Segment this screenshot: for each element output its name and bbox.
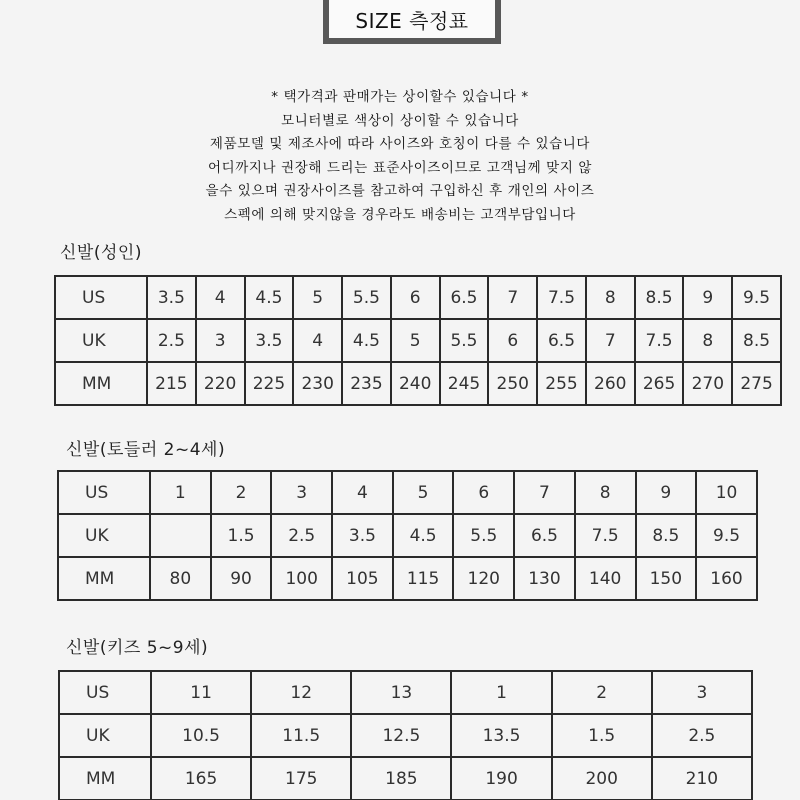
size-cell: 6.5 xyxy=(514,514,575,557)
size-cell: 9 xyxy=(636,471,697,514)
size-cell: 5 xyxy=(293,276,342,319)
notice-line: 스펙에 의해 맞지않을 경우라도 배송비는 고객부담입니다 xyxy=(224,206,576,223)
size-cell: 13 xyxy=(351,671,451,714)
size-cell: 7 xyxy=(514,471,575,514)
size-cell: 270 xyxy=(683,362,732,405)
size-cell: 185 xyxy=(351,757,451,800)
table-row xyxy=(58,471,757,514)
size-cell: 4 xyxy=(196,276,245,319)
size-cell: 1 xyxy=(150,471,211,514)
row-label: UK xyxy=(55,319,147,362)
size-cell: 4 xyxy=(332,471,393,514)
size-cell: 8 xyxy=(575,471,636,514)
size-cell: 8.5 xyxy=(635,276,684,319)
size-cell: 5.5 xyxy=(453,514,514,557)
table-row xyxy=(55,319,781,362)
size-cell: 8 xyxy=(683,319,732,362)
table-row xyxy=(58,514,757,557)
size-cell: 10 xyxy=(696,471,757,514)
size-cell: 3 xyxy=(271,471,332,514)
size-cell: 130 xyxy=(514,557,575,600)
row-label: MM xyxy=(59,757,151,800)
table-row xyxy=(55,276,781,319)
size-cell: 230 xyxy=(293,362,342,405)
size-cell: 245 xyxy=(440,362,489,405)
size-cell: 6.5 xyxy=(440,276,489,319)
size-cell: 140 xyxy=(575,557,636,600)
size-table-kids xyxy=(58,670,753,800)
size-cell: 4.5 xyxy=(245,276,294,319)
size-cell: 200 xyxy=(552,757,652,800)
notice-line: 을수 있으며 권장사이즈를 참고하여 구입하신 후 개인의 사이즈 xyxy=(205,183,595,199)
size-cell: 6 xyxy=(391,276,440,319)
table-row xyxy=(59,671,752,714)
size-cell: 9.5 xyxy=(732,276,781,319)
size-cell: 90 xyxy=(211,557,272,600)
notice-line: 어디까지나 권장해 드리는 표준사이즈이므로 고객님께 맞지 않 xyxy=(207,159,592,176)
size-cell: 210 xyxy=(652,757,752,800)
notice-line: 모니터별로 색상이 상이할 수 있습니다 xyxy=(281,112,519,129)
title-banner xyxy=(323,0,501,44)
size-cell: 1.5 xyxy=(552,714,652,757)
size-cell: 5.5 xyxy=(342,276,391,319)
size-cell: 7.5 xyxy=(575,514,636,557)
size-cell: 1 xyxy=(451,671,551,714)
table-row xyxy=(59,757,752,800)
row-label: US xyxy=(58,471,150,514)
size-cell: 240 xyxy=(391,362,440,405)
page-title: SIZE 측정표 xyxy=(329,0,495,38)
notice-text xyxy=(150,86,650,227)
size-cell: 6 xyxy=(453,471,514,514)
size-cell: 4 xyxy=(293,319,342,362)
size-cell: 115 xyxy=(393,557,454,600)
size-cell: 265 xyxy=(635,362,684,405)
size-cell: 2.5 xyxy=(271,514,332,557)
size-cell: 2.5 xyxy=(652,714,752,757)
size-cell xyxy=(150,514,211,557)
size-cell: 3 xyxy=(196,319,245,362)
row-label: UK xyxy=(59,714,151,757)
size-cell: 215 xyxy=(147,362,196,405)
size-cell: 5.5 xyxy=(440,319,489,362)
size-cell: 6.5 xyxy=(537,319,586,362)
size-cell: 8 xyxy=(586,276,635,319)
size-cell: 2 xyxy=(552,671,652,714)
notice-line: * 택가격과 판매가는 상이할수 있습니다 * xyxy=(271,89,529,105)
size-cell: 225 xyxy=(245,362,294,405)
size-cell: 275 xyxy=(732,362,781,405)
size-cell: 11.5 xyxy=(251,714,351,757)
size-cell: 80 xyxy=(150,557,211,600)
size-cell: 5 xyxy=(391,319,440,362)
section-title-kids: 신발(키즈 5~9세) xyxy=(66,638,209,658)
row-label: UK xyxy=(58,514,150,557)
size-cell: 2.5 xyxy=(147,319,196,362)
size-cell: 1.5 xyxy=(211,514,272,557)
size-table-adult xyxy=(54,275,782,406)
size-cell: 250 xyxy=(488,362,537,405)
size-cell: 105 xyxy=(332,557,393,600)
size-cell: 3.5 xyxy=(245,319,294,362)
size-cell: 3.5 xyxy=(332,514,393,557)
size-table-toddler xyxy=(57,470,758,601)
size-cell: 4.5 xyxy=(342,319,391,362)
size-cell: 2 xyxy=(211,471,272,514)
size-cell: 150 xyxy=(636,557,697,600)
size-cell: 9.5 xyxy=(696,514,757,557)
row-label: US xyxy=(59,671,151,714)
row-label: US xyxy=(55,276,147,319)
size-cell: 235 xyxy=(342,362,391,405)
size-cell: 7 xyxy=(586,319,635,362)
size-cell: 13.5 xyxy=(451,714,551,757)
size-cell: 5 xyxy=(393,471,454,514)
table-row xyxy=(59,714,752,757)
size-cell: 100 xyxy=(271,557,332,600)
size-cell: 7.5 xyxy=(635,319,684,362)
size-cell: 6 xyxy=(488,319,537,362)
size-cell: 7.5 xyxy=(537,276,586,319)
size-cell: 11 xyxy=(151,671,251,714)
size-cell: 120 xyxy=(453,557,514,600)
table-row xyxy=(58,557,757,600)
size-cell: 12 xyxy=(251,671,351,714)
size-cell: 9 xyxy=(683,276,732,319)
row-label: MM xyxy=(58,557,150,600)
notice-line: 제품모델 및 제조사에 따라 사이즈와 호칭이 다를 수 있습니다 xyxy=(209,136,591,152)
size-cell: 12.5 xyxy=(351,714,451,757)
size-cell: 7 xyxy=(488,276,537,319)
size-cell: 3.5 xyxy=(147,276,196,319)
size-cell: 3 xyxy=(652,671,752,714)
size-cell: 160 xyxy=(696,557,757,600)
size-cell: 255 xyxy=(537,362,586,405)
size-cell: 175 xyxy=(251,757,351,800)
size-cell: 165 xyxy=(151,757,251,800)
row-label: MM xyxy=(55,362,147,405)
size-cell: 260 xyxy=(586,362,635,405)
size-cell: 220 xyxy=(196,362,245,405)
table-row xyxy=(55,362,781,405)
size-cell: 190 xyxy=(451,757,551,800)
section-title-adult: 신발(성인) xyxy=(60,243,142,263)
size-cell: 10.5 xyxy=(151,714,251,757)
size-cell: 4.5 xyxy=(393,514,454,557)
section-title-toddler: 신발(토들러 2~4세) xyxy=(66,440,226,460)
size-cell: 8.5 xyxy=(636,514,697,557)
size-cell: 8.5 xyxy=(732,319,781,362)
